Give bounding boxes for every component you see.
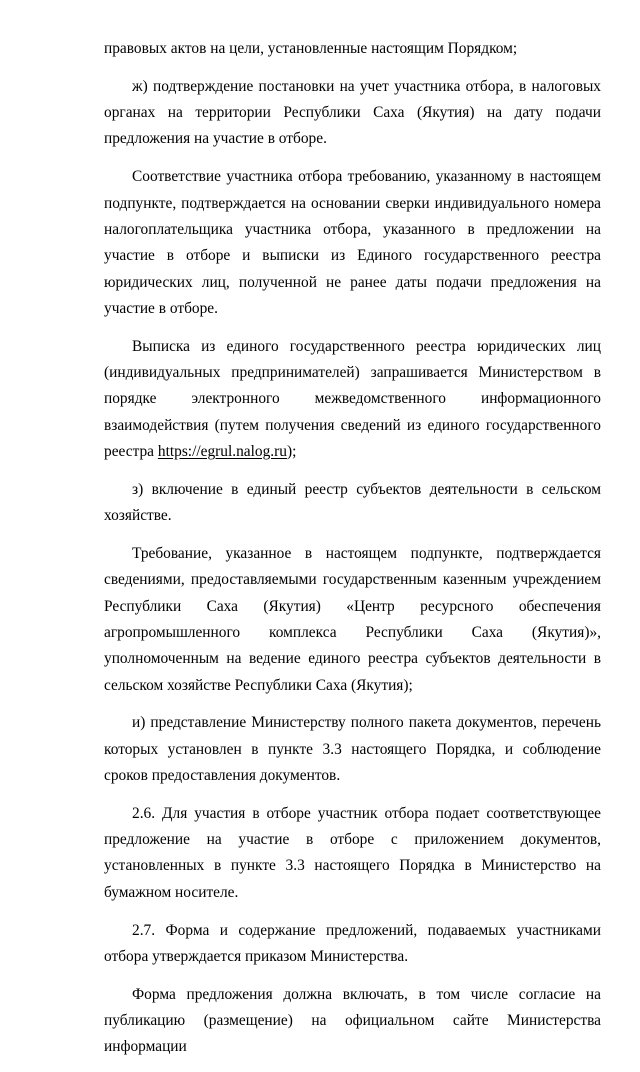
document-body (104, 36, 601, 1072)
extract-tail: ); (286, 442, 297, 460)
paragraph-item-z: з) включение в единый реестр субъектов деятельности в сельском хозяйстве. (104, 480, 601, 525)
paragraph-2-6: 2.6. Для участия в отборе участник отбора подает соответствующее предложение на участие в отборе с приложением документов, установленных в пункте 3.3 настоящего Порядка в Министерство на бумажном носителе. (104, 804, 601, 901)
paragraph-requirement: Требование, указанное в настоящем подпункте, подтверждается сведениями, предоставляемыми государственным казенным учреждением Республики Саха (Якутия) «Центр ресурсного обеспечения агропромышленного комплекса Республики Саха (Якутия)», уполномоченным на ведение единого реестра субъектов деятельности в сельском хозяйстве Республики Саха (Якутия); (104, 545, 601, 694)
extract-text: Выписка из единого государственного реестра юридических лиц (индивидуальных предпринимателей) запрашивается Министерством в порядке электронного межведомственного информационного взаимодействия (путем получения сведений из единого государственного реестра (104, 337, 601, 460)
paragraph-form: Форма предложения должна включать, в том числе согласие на публикацию (размещение) на официальном сайте Министерства информации (104, 985, 601, 1056)
paragraph-compliance: Соответствие участника отбора требованию, указанному в настоящем подпункте, подтверждается на основании сверки индивидуального номера налогоплательщика участника отбора, указанного в предложении на участие в отборе и выписки из Единого государственного реестра юридических лиц, полученной не ранее даты подачи предложения на участие в отборе. (104, 168, 601, 317)
paragraph-continuation: правовых актов на цели, установленные настоящим Порядком; (104, 40, 518, 57)
paragraph-extract (104, 334, 601, 465)
paragraph-2-7: 2.7. Форма и содержание предложений, подаваемых участниками отбора утверждается приказом Министерства. (104, 921, 601, 965)
paragraph-item-zh: ж) подтверждение постановки на учет участника отбора, в налоговых органах на территории Республики Саха (Якутия) на дату подачи предложения на участие в отборе. (104, 77, 601, 148)
paragraph-item-i: и) представление Министерству полного пакета документов, перечень которых установлен в пункте 3.3 настоящего Порядка, и соблюдение сроков предоставления документов. (104, 714, 601, 784)
egrul-link[interactable]: https://egrul.nalog.ru (157, 442, 287, 460)
